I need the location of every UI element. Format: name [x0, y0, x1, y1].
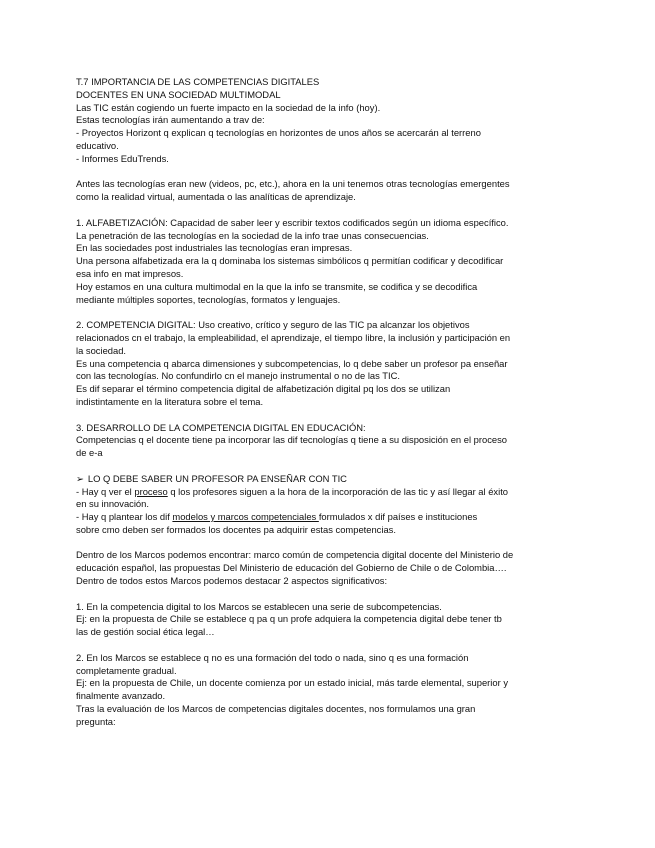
- text-line: 1. ALFABETIZACIÓN: Capacidad de saber leer y escribir textos codificados según un idioma específico.: [76, 216, 509, 228]
- text-line: Ej: en la propuesta de Chile, un docente comienza por un estado inicial, más tarde elemental, superior y: [76, 677, 509, 689]
- text-line: educación español, las propuestas Del Ministerio de educación del Gobierno de Chile o de Colombia….: [76, 562, 507, 574]
- document-title: [76, 76, 581, 166]
- text-line: en su innovación.: [76, 498, 149, 510]
- text-line: 2. En los Marcos se establece q no es una formación del todo o nada, sino q es una formación: [76, 651, 469, 663]
- title-line: T.7 IMPORTANCIA DE LAS COMPETENCIAS DIGITALES: [76, 76, 320, 87]
- text-line: Las TIC están cogiendo un fuerte impacto en la sociedad de la info (hoy).: [76, 101, 381, 113]
- text-line: Ej: en la propuesta de Chile se establece q pa q un profe adquiera la competencia digital debe tener tb: [76, 613, 502, 625]
- text-run: - Hay q ver el: [76, 485, 135, 497]
- text-line: relacionados cn el trabajo, la empleabilidad, el aprendizaje, el tiempo libre, la inclusión y participación en: [76, 331, 511, 343]
- paragraph-saber-profesor: [76, 473, 581, 537]
- text-line: Tras la evaluación de los Marcos de competencias digitales docentes, nos formulamos una gran: [76, 703, 476, 715]
- text-line: sobre cmo deben ser formados los docentes pa adquirir estas competencias.: [76, 523, 396, 535]
- text-line: Es dif separar el término competencia digital de alfabetización digital pq los dos se utilizan: [76, 383, 451, 395]
- text-line: 1. En la competencia digital to los Marcos se establecen una serie de subcompetencias.: [76, 600, 442, 612]
- text-line: Antes las tecnologías eran new (videos, pc, etc.), ahora en la uni tenemos otras tecnologías emergentes: [76, 178, 510, 190]
- text-line: con las tecnologías. No confundirlo cn el manejo instrumental o no de las TIC.: [76, 370, 400, 382]
- text-line: educativo.: [76, 139, 119, 151]
- text-line: En las sociedades post industriales las tecnologías eran impresas.: [76, 242, 353, 254]
- text-line: Competencias q el docente tiene pa incorporar las dif tecnologías q tiene a su disposición en el proceso: [76, 434, 507, 446]
- text-line: 3. DESARROLLO DE LA COMPETENCIA DIGITAL EN EDUCACIÓN:: [76, 421, 366, 433]
- text-line: completamente gradual.: [76, 664, 177, 676]
- paragraph-competencia-digital: [76, 319, 581, 409]
- text-line: la sociedad.: [76, 344, 127, 356]
- text-line: como la realidad virtual, aumentada o las analíticas de aprendizaje.: [76, 191, 356, 203]
- text-line: Estas tecnologías irán aumentando a trav de:: [76, 114, 265, 126]
- text-line: La penetración de las tecnologías en la sociedad de la info trae unas consecuencias.: [76, 229, 429, 241]
- text-line: - Proyectos Horizont q explican q tecnologías en horizontes de unos años se acercarán al terreno: [76, 127, 481, 139]
- text-line: Dentro de los Marcos podemos encontrar: marco común de competencia digital docente del Ministerio de: [76, 549, 514, 561]
- text-run: - Hay q plantear los dif: [76, 511, 173, 523]
- text-line: indistintamente en la literatura sobre el tema.: [76, 395, 264, 407]
- paragraph-alfabetizacion: [76, 217, 581, 307]
- text-line: mediante múltiples soportes, tecnologías, formatos y lenguajes.: [76, 293, 341, 305]
- text-line: finalmente avanzado.: [76, 690, 166, 702]
- paragraph-desarrollo: [76, 422, 581, 460]
- paragraph-marcos: [76, 549, 581, 587]
- text-line: las de gestión social ética legal…: [76, 626, 215, 638]
- arrow-bullet-icon: ➢: [76, 472, 84, 484]
- text-line: Hoy estamos en una cultura multimodal en la que la info se transmite, se codifica y se decodifica: [76, 280, 478, 292]
- title-line: DOCENTES EN UNA SOCIEDAD MULTIMODAL: [76, 88, 281, 100]
- text-line: [76, 486, 581, 499]
- text-line: de e-a: [76, 447, 103, 459]
- text-line: 2. COMPETENCIA DIGITAL: Uso creativo, crítico y seguro de las TIC pa alcanzar los objetivos: [76, 319, 470, 331]
- text-line: - Informes EduTrends.: [76, 152, 169, 164]
- text-line: pregunta:: [76, 715, 116, 727]
- text-line: esa info en mat impresos.: [76, 267, 184, 279]
- text-line: Es una competencia q abarca dimensiones y subcompetencias, lo q debe saber un profesor pa enseñar: [76, 357, 508, 369]
- paragraph-aspecto-1: [76, 601, 581, 639]
- text-run: q los profesores siguen a la hora de la incorporación de las tic y así llegar al éxito: [167, 485, 509, 497]
- text-run: formulados x dif países e instituciones: [318, 511, 478, 523]
- underlined-text: modelos y marcos competenciales: [172, 511, 319, 523]
- text-line: Una persona alfabetizada era la q dominaba los sistemas simbólicos q permitían codificar y decodificar: [76, 255, 504, 267]
- text-line: [76, 511, 581, 524]
- document-page: [76, 76, 581, 729]
- paragraph-antes: [76, 178, 581, 204]
- bullet-heading-text: LO Q DEBE SABER UN PROFESOR PA ENSEÑAR CON TIC: [87, 472, 347, 484]
- underlined-text: proceso: [134, 485, 168, 497]
- paragraph-aspecto-2: [76, 652, 581, 729]
- bullet-heading: [76, 473, 581, 486]
- text-line: Dentro de todos estos Marcos podemos destacar 2 aspectos significativos:: [76, 575, 388, 587]
